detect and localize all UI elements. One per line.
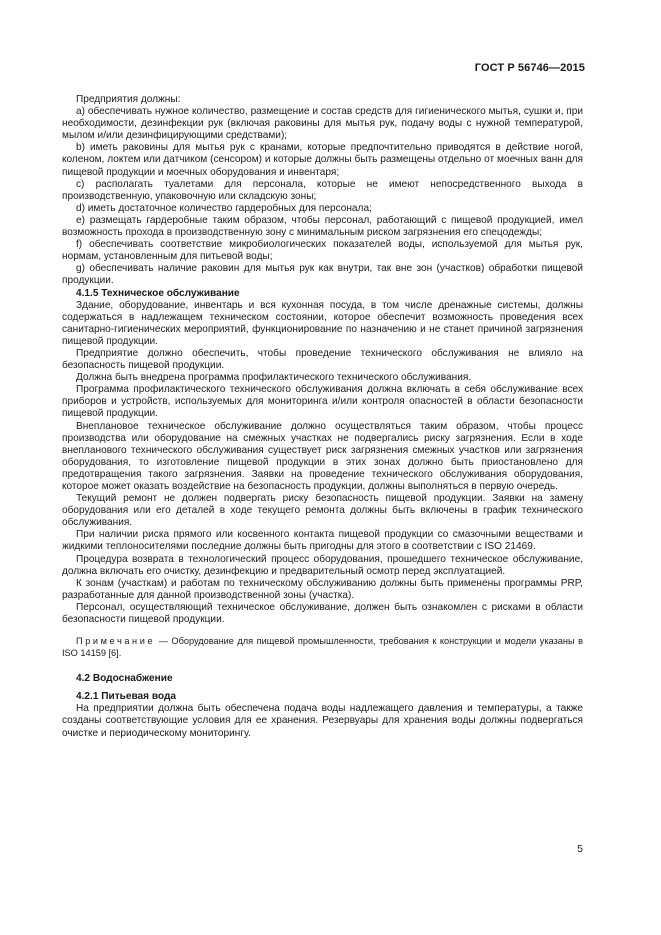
page-body [62, 94, 583, 740]
note-label: Примечание [76, 636, 156, 647]
paragraph: На предприятии должна быть обеспечена подача воды надлежащего давления и температуры, а также созданы соответствующие условия для ее хранения. Резервуары для хранения воды должны подвергаться очистке и периодическому мониторингу. [62, 703, 583, 739]
note [62, 636, 583, 659]
paragraph: Текущий ремонт не должен подвергать риску безопасность пищевой продукции. Заявки на замену оборудования или его деталей в ходе текущего ремонта должны быть включены в график технического обслуживания. [62, 493, 583, 529]
list-item-f: f) обеспечивать соответствие микробиологических показателей воды, используемой для мытья рук, нормам, установленным для питьевой воды; [62, 239, 583, 263]
paragraph: Внеплановое техническое обслуживание должно осуществляться таким образом, чтобы процесс производства или оборудование на смежных участках не подвергались риску загрязнения. Если в ходе внепланового технического обслуживания существует риск загрязнения смежных участков или загрязнения оборудования, то изготовление пищевой продукции в этих зонах должно быть приостановлено для предотвращения такого загрязнения. Заявки на проведение технического обслуживания оборудования, которое может оказать воздействие на безопасность продукции, должны выполняться в первую очередь. [62, 420, 583, 492]
standard-number: ГОСТ Р 56746—2015 [474, 62, 585, 74]
list-item-c: с) располагать туалетами для персонала, которые не имеют непосредственного выхода в производственную, упаковочную или складскую зоны; [62, 178, 583, 202]
list-item-b: b) иметь раковины для мытья рук с кранами, которые предпочтительно приводятся в действие ногой, коленом, локтем или датчиком (сенсором) и которые должны быть размещены отдельно от моечных ванн для пищевой продукции и моечных оборудования и инвентаря; [62, 142, 583, 178]
section-heading-4-2-1: 4.2.1 Питьевая вода [76, 691, 176, 703]
list-item-g: g) обеспечивать наличие раковин для мытья рук как внутри, так вне зон (участков) обработки пищевой продукции. [62, 263, 583, 287]
list-item-d: d) иметь достаточное количество гардеробных для персонала; [76, 202, 372, 214]
section-heading-4-1-5: 4.1.5 Техническое обслуживание [76, 287, 240, 299]
note-text: — Оборудование для пищевой промышленности, требования к конструкции и модели указаны в ISO 14159 [6]. [62, 636, 583, 658]
paragraph: Процедура возврата в технологический процесс оборудования, прошедшего техническое обслуживание, должна включать его очистку, дезинфекцию и предварительный осмотр перед эксплуатацией. [62, 553, 583, 577]
paragraph: При наличии риска прямого или косвенного контакта пищевой продукции со смазочными веществами и жидкими теплоносителями последние должны быть пригодны для этого в соответствии с ISO 21469. [62, 529, 583, 553]
paragraph: Персонал, осуществляющий техническое обслуживание, должен быть ознакомлен с рисками в области безопасности пищевой продукции. [62, 601, 583, 626]
list-item-e: е) размещать гардеробные таким образом, чтобы персонал, работающий с пищевой продукцией, имел возможность прохода в производственную зону с минимальным риском загрязнения его спецодежды; [62, 214, 583, 239]
paragraph: Должна быть внедрена программа профилактического технического обслуживания. [76, 372, 472, 384]
page-number: 5 [577, 843, 583, 855]
paragraph: К зонам (участкам) и работам по техническому обслуживанию должны быть применены программы PRP, разработанные для данной производственной зоны (участка). [62, 577, 583, 601]
section-heading-4-2: 4.2 Водоснабжение [76, 673, 173, 685]
paragraph: Предприятия должны: [76, 94, 181, 105]
paragraph: Программа профилактического технического обслуживания должна включать в себя обслуживание всех приборов и устройств, используемых для мониторинга и/или контроля опасностей в области безопасности пищевой продукции. [62, 384, 583, 420]
paragraph: Предприятие должно обеспечить, чтобы проведение технического обслуживания не влияло на безопасность пищевой продукции. [62, 347, 583, 372]
paragraph: Здание, оборудование, инвентарь и вся кухонная посуда, в том числе дренажные системы, должны содержаться в надлежащем техническом состоянии, которое обеспечит возможность проведения всех санитарно-гигиенических мероприятий, функционирование по назначению и не станет причиной загрязнения пищевой продукции. [62, 299, 583, 347]
list-item-a: а) обеспечивать нужное количество, размещение и состав средств для гигиенического мытья, сушки и, при необходимости, дезинфекции рук (включая раковины для мытья рук, подачу воды с нужной температурой, мылом и/или дезинфицирующими средствами); [62, 106, 583, 142]
